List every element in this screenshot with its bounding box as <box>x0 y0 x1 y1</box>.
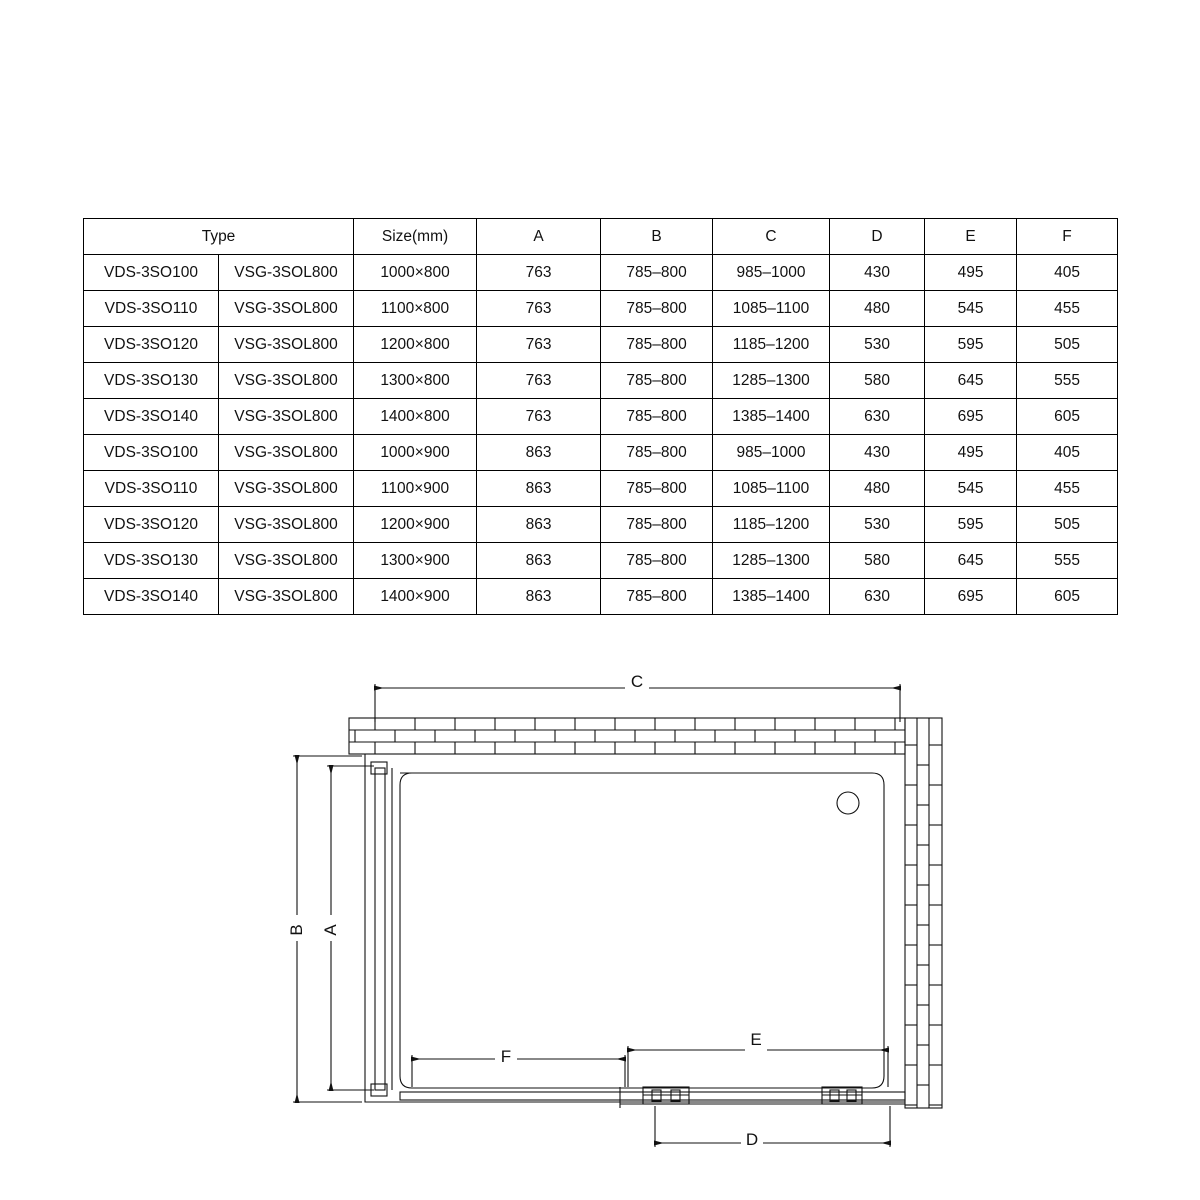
cell-e: 495 <box>925 435 1017 471</box>
cell-a: 763 <box>477 255 601 291</box>
cell-type2: VSG-3SOL800 <box>219 579 354 615</box>
cell-e: 545 <box>925 291 1017 327</box>
column-header-d: D <box>830 219 925 255</box>
shower-enclosure-drawing <box>0 640 1200 1200</box>
table-row <box>84 327 1118 363</box>
cell-d: 480 <box>830 291 925 327</box>
cell-f: 555 <box>1017 543 1118 579</box>
cell-type2: VSG-3SOL800 <box>219 435 354 471</box>
column-header-size: Size(mm) <box>354 219 477 255</box>
cell-d: 530 <box>830 507 925 543</box>
cell-type2: VSG-3SOL800 <box>219 291 354 327</box>
cell-f: 605 <box>1017 399 1118 435</box>
cell-c: 1185–1200 <box>713 327 830 363</box>
cell-a: 763 <box>477 327 601 363</box>
cell-d: 580 <box>830 363 925 399</box>
cell-size: 1400×800 <box>354 399 477 435</box>
cell-e: 645 <box>925 543 1017 579</box>
cell-type1: VDS-3SO140 <box>84 579 219 615</box>
cell-d: 430 <box>830 435 925 471</box>
dimension-label-a: A <box>321 924 340 936</box>
column-header-b: B <box>601 219 713 255</box>
cell-b: 785–800 <box>601 507 713 543</box>
cell-e: 645 <box>925 363 1017 399</box>
cell-size: 1300×800 <box>354 363 477 399</box>
cell-f: 605 <box>1017 579 1118 615</box>
dimension-label-b: B <box>287 924 306 936</box>
cell-type1: VDS-3SO100 <box>84 435 219 471</box>
cell-b: 785–800 <box>601 399 713 435</box>
table-row <box>84 507 1118 543</box>
cell-size: 1200×900 <box>354 507 477 543</box>
cell-f: 405 <box>1017 435 1118 471</box>
cell-d: 430 <box>830 255 925 291</box>
cell-c: 1185–1200 <box>713 507 830 543</box>
cell-a: 863 <box>477 471 601 507</box>
door-hardware <box>371 762 905 1108</box>
cell-b: 785–800 <box>601 255 713 291</box>
cell-b: 785–800 <box>601 363 713 399</box>
cell-type2: VSG-3SOL800 <box>219 327 354 363</box>
cell-type1: VDS-3SO130 <box>84 543 219 579</box>
specification-table <box>83 218 1117 615</box>
cell-c: 1285–1300 <box>713 363 830 399</box>
cell-d: 630 <box>830 399 925 435</box>
cell-a: 763 <box>477 399 601 435</box>
cell-type2: VSG-3SOL800 <box>219 471 354 507</box>
cell-f: 455 <box>1017 471 1118 507</box>
cell-c: 985–1000 <box>713 255 830 291</box>
cell-type2: VSG-3SOL800 <box>219 543 354 579</box>
cell-type1: VDS-3SO130 <box>84 363 219 399</box>
cell-d: 630 <box>830 579 925 615</box>
cell-type1: VDS-3SO140 <box>84 399 219 435</box>
cell-a: 763 <box>477 291 601 327</box>
table-row <box>84 255 1118 291</box>
cell-size: 1000×800 <box>354 255 477 291</box>
cell-e: 595 <box>925 327 1017 363</box>
dimension-f <box>412 1055 625 1087</box>
cell-b: 785–800 <box>601 435 713 471</box>
cell-type1: VDS-3SO110 <box>84 471 219 507</box>
cell-a: 863 <box>477 507 601 543</box>
cell-a: 863 <box>477 435 601 471</box>
table-header-row <box>84 219 1118 255</box>
column-header-e: E <box>925 219 1017 255</box>
spec-table <box>83 218 1118 615</box>
cell-d: 580 <box>830 543 925 579</box>
cell-c: 1085–1100 <box>713 471 830 507</box>
cell-type1: VDS-3SO120 <box>84 327 219 363</box>
column-header-f: F <box>1017 219 1118 255</box>
column-header-a: A <box>477 219 601 255</box>
table-row <box>84 291 1118 327</box>
cell-type2: VSG-3SOL800 <box>219 255 354 291</box>
table-row <box>84 543 1118 579</box>
dimension-label-c: C <box>630 672 644 691</box>
dimension-label-d: D <box>745 1130 759 1149</box>
column-header-type: Type <box>84 219 354 255</box>
cell-size: 1000×900 <box>354 435 477 471</box>
cell-c: 985–1000 <box>713 435 830 471</box>
top-wall <box>349 718 905 754</box>
cell-b: 785–800 <box>601 291 713 327</box>
cell-size: 1100×900 <box>354 471 477 507</box>
cell-type1: VDS-3SO120 <box>84 507 219 543</box>
right-wall <box>905 718 942 1108</box>
cell-type2: VSG-3SOL800 <box>219 363 354 399</box>
cell-type1: VDS-3SO110 <box>84 291 219 327</box>
column-header-c: C <box>713 219 830 255</box>
cell-e: 595 <box>925 507 1017 543</box>
cell-type1: VDS-3SO100 <box>84 255 219 291</box>
cell-c: 1285–1300 <box>713 543 830 579</box>
dimension-label-e: E <box>750 1030 762 1049</box>
table-row <box>84 579 1118 615</box>
cell-c: 1385–1400 <box>713 579 830 615</box>
cell-a: 863 <box>477 543 601 579</box>
cell-f: 505 <box>1017 507 1118 543</box>
cell-e: 545 <box>925 471 1017 507</box>
cell-b: 785–800 <box>601 543 713 579</box>
cell-d: 480 <box>830 471 925 507</box>
cell-b: 785–800 <box>601 327 713 363</box>
cell-c: 1385–1400 <box>713 399 830 435</box>
cell-size: 1400×900 <box>354 579 477 615</box>
cell-d: 530 <box>830 327 925 363</box>
dimension-e <box>628 1046 888 1087</box>
dimension-label-f: F <box>500 1047 512 1066</box>
cell-size: 1300×900 <box>354 543 477 579</box>
cell-a: 863 <box>477 579 601 615</box>
cell-e: 495 <box>925 255 1017 291</box>
table-row <box>84 399 1118 435</box>
cell-f: 405 <box>1017 255 1118 291</box>
cell-e: 695 <box>925 399 1017 435</box>
cell-f: 555 <box>1017 363 1118 399</box>
table-row <box>84 435 1118 471</box>
table-row <box>84 363 1118 399</box>
cell-size: 1200×800 <box>354 327 477 363</box>
cell-c: 1085–1100 <box>713 291 830 327</box>
cell-e: 695 <box>925 579 1017 615</box>
cell-f: 505 <box>1017 327 1118 363</box>
cell-b: 785–800 <box>601 579 713 615</box>
cell-b: 785–800 <box>601 471 713 507</box>
cell-f: 455 <box>1017 291 1118 327</box>
cell-type2: VSG-3SOL800 <box>219 507 354 543</box>
table-row <box>84 471 1118 507</box>
dimension-d <box>655 1106 890 1147</box>
cell-a: 763 <box>477 363 601 399</box>
cell-type2: VSG-3SOL800 <box>219 399 354 435</box>
cell-size: 1100×800 <box>354 291 477 327</box>
